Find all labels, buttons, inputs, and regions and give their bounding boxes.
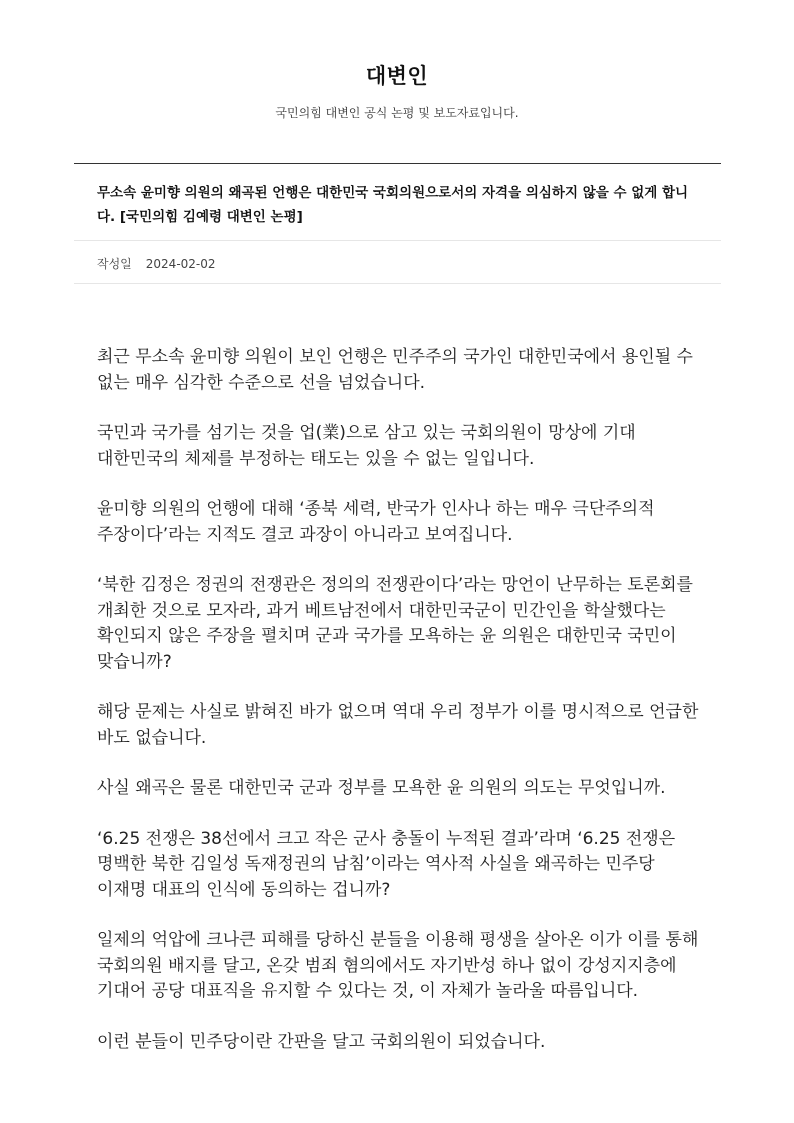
date-label: 작성일 (97, 257, 132, 271)
body-paragraph: 국민과 국가를 섬기는 것을 업(業)으로 삼고 있는 국회의원이 망상에 기대 대한민국의 체제를 부정하는 태도는 있을 수 없는 일입니다. (97, 423, 636, 469)
article-title: 무소속 윤미향 의원의 왜곡된 언행은 대한민국 국회의원으로서의 자격을 의심하지 않을 수 없게 합니다. [국민의힘 김예령 대변인 논평] (97, 185, 689, 225)
body-paragraph: 사실 왜곡은 물론 대한민국 군과 정부를 모욕한 윤 의원의 의도는 무엇입니까. (97, 778, 666, 798)
page-title: 대변인 (365, 64, 429, 88)
meta-divider (74, 283, 721, 284)
page-subtitle: 국민의힘 대변인 공식 논평 및 보도자료입니다. (275, 106, 519, 120)
article-meta (97, 255, 216, 272)
body-paragraph: ‘6.25 전쟁은 38선에서 크고 작은 군사 충돌이 누적된 결과’라며 ‘6.25 전쟁은 명백한 북한 김일성 독재정권의 남침’이라는 역사적 사실을 왜곡하는 민주당 이재명 대표의 인식에 동의하는 겁니까? (97, 828, 676, 900)
body-paragraph: 일제의 억압에 크나큰 피해를 당하신 분들을 이용해 평생을 살아온 이가 이를 통해 국회의원 배지를 달고, 온갖 범죄 혐의에서도 자기반성 하나 없이 강성지지층에 기대어 공당 대표직을 유지할 수 있다는 것, 이 자체가 놀라울 따름입니다. (97, 930, 699, 1001)
body-paragraph: 최근 무소속 윤미향 의원이 보인 언행은 민주주의 국가인 대한민국에서 용인될 수 없는 매우 심각한 수준으로 선을 넘었습니다. (97, 347, 693, 393)
header-divider (74, 163, 721, 164)
body-paragraph: 이런 분들이 민주당이란 간판을 달고 국회의원이 되었습니다. (97, 1031, 546, 1052)
title-divider (74, 240, 721, 241)
article-body (97, 345, 701, 1080)
body-paragraph: 해당 문제는 사실로 밝혀진 바가 없으며 역대 우리 정부가 이를 명시적으로 언급한 바도 없습니다. (97, 702, 699, 748)
article-date: 2024-02-02 (145, 257, 216, 271)
body-paragraph: 윤미향 의원의 언행에 대해 ‘종북 세력, 반국가 인사나 하는 매우 극단주의적 주장이다’라는 지적도 결코 과장이 아니라고 보여집니다. (97, 499, 655, 545)
body-paragraph: ‘북한 김정은 정권의 전쟁관은 정의의 전쟁관이다’라는 망언이 난무하는 토론회를 개최한 것으로 모자라, 과거 베트남전에서 대한민국군이 민간인을 학살했다는 확인되지 않은 주장을 펼치며 군과 국가를 모욕하는 윤 의원은 대한민국 국민이 맞습니까? (97, 575, 693, 672)
